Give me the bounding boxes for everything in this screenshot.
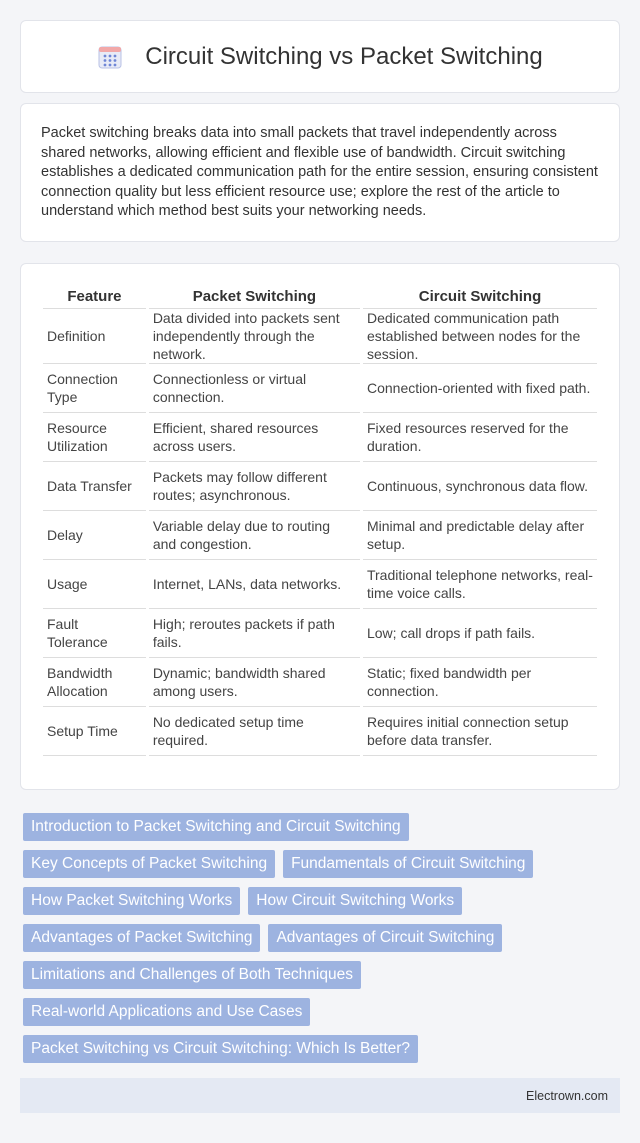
feature-cell: Setup Time — [43, 707, 146, 756]
footer-text: Electrown.com — [526, 1088, 608, 1103]
comparison-table — [40, 284, 600, 756]
feature-cell: Resource Utilization — [43, 413, 146, 462]
column-header: Packet Switching — [149, 284, 360, 309]
topic-link[interactable]: Introduction to Packet Switching and Circuit Switching — [23, 813, 409, 841]
topic-link[interactable]: Limitations and Challenges of Both Techniques — [23, 961, 361, 989]
topic-link[interactable]: Advantages of Packet Switching — [23, 924, 260, 952]
table-header-row — [43, 284, 597, 309]
page-title: Circuit Switching vs Packet Switching — [145, 42, 543, 70]
column-header: Feature — [43, 284, 146, 309]
circuit-switching-cell: Fixed resources reserved for the duration. — [363, 413, 597, 462]
packet-switching-cell: Dynamic; bandwidth shared among users. — [149, 658, 360, 707]
comparison-table-card — [20, 263, 620, 790]
circuit-switching-cell: Traditional telephone networks, real-time voice calls. — [363, 560, 597, 609]
packet-switching-cell: No dedicated setup time required. — [149, 707, 360, 756]
circuit-switching-cell: Requires initial connection setup before data transfer. — [363, 707, 597, 756]
packet-switching-cell: Connectionless or virtual connection. — [149, 364, 360, 413]
table-row — [43, 413, 597, 462]
footer — [20, 1078, 620, 1113]
topic-link[interactable]: How Packet Switching Works — [23, 887, 240, 915]
topic-link[interactable]: Advantages of Circuit Switching — [268, 924, 502, 952]
packet-switching-cell: Data divided into packets sent independently through the network. — [149, 309, 360, 364]
column-header: Circuit Switching — [363, 284, 597, 309]
table-row — [43, 511, 597, 560]
intro-text: Packet switching breaks data into small packets that travel independently across shared networks, allowing efficient and flexible use of bandwidth. Circuit switching establishes a dedicated communication path for the entire session, ensuring consistent connection quality but less efficient resource use; explore the rest of the article to understand which method best suits your networking needs. — [41, 125, 598, 220]
feature-cell: Fault Tolerance — [43, 609, 146, 658]
topic-link[interactable]: Fundamentals of Circuit Switching — [283, 850, 533, 878]
topic-row — [23, 924, 623, 952]
feature-cell: Bandwidth Allocation — [43, 658, 146, 707]
circuit-switching-cell: Low; call drops if path fails. — [363, 609, 597, 658]
topic-link[interactable]: Real-world Applications and Use Cases — [23, 998, 310, 1026]
topic-row — [23, 887, 623, 915]
related-topics — [23, 813, 623, 1072]
topic-link[interactable]: How Circuit Switching Works — [248, 887, 462, 915]
table-row — [43, 309, 597, 364]
intro-card — [20, 103, 620, 242]
packet-switching-cell: Variable delay due to routing and congestion. — [149, 511, 360, 560]
topic-link[interactable]: Key Concepts of Packet Switching — [23, 850, 275, 878]
feature-cell: Definition — [43, 309, 146, 364]
packet-switching-cell: High; reroutes packets if path fails. — [149, 609, 360, 658]
table-row — [43, 707, 597, 756]
circuit-switching-cell: Dedicated communication path established between nodes for the session. — [363, 309, 597, 364]
topic-row — [23, 961, 623, 989]
topic-row — [23, 1035, 623, 1063]
topic-link[interactable]: Packet Switching vs Circuit Switching: Which Is Better? — [23, 1035, 418, 1063]
feature-cell: Delay — [43, 511, 146, 560]
table-row — [43, 364, 597, 413]
topic-row — [23, 850, 623, 878]
circuit-switching-cell: Continuous, synchronous data flow. — [363, 462, 597, 511]
feature-cell: Usage — [43, 560, 146, 609]
table-row — [43, 462, 597, 511]
table-row — [43, 609, 597, 658]
circuit-switching-cell: Connection-oriented with fixed path. — [363, 364, 597, 413]
feature-cell: Connection Type — [43, 364, 146, 413]
packet-switching-cell: Internet, LANs, data networks. — [149, 560, 360, 609]
topic-row — [23, 998, 623, 1026]
feature-cell: Data Transfer — [43, 462, 146, 511]
table-row — [43, 560, 597, 609]
table-row — [43, 658, 597, 707]
circuit-switching-cell: Static; fixed bandwidth per connection. — [363, 658, 597, 707]
circuit-switching-cell: Minimal and predictable delay after setup. — [363, 511, 597, 560]
header-card — [20, 20, 620, 93]
packet-switching-cell: Efficient, shared resources across users. — [149, 413, 360, 462]
calendar-grid-icon — [97, 44, 123, 70]
topic-row — [23, 813, 623, 841]
packet-switching-cell: Packets may follow different routes; asynchronous. — [149, 462, 360, 511]
